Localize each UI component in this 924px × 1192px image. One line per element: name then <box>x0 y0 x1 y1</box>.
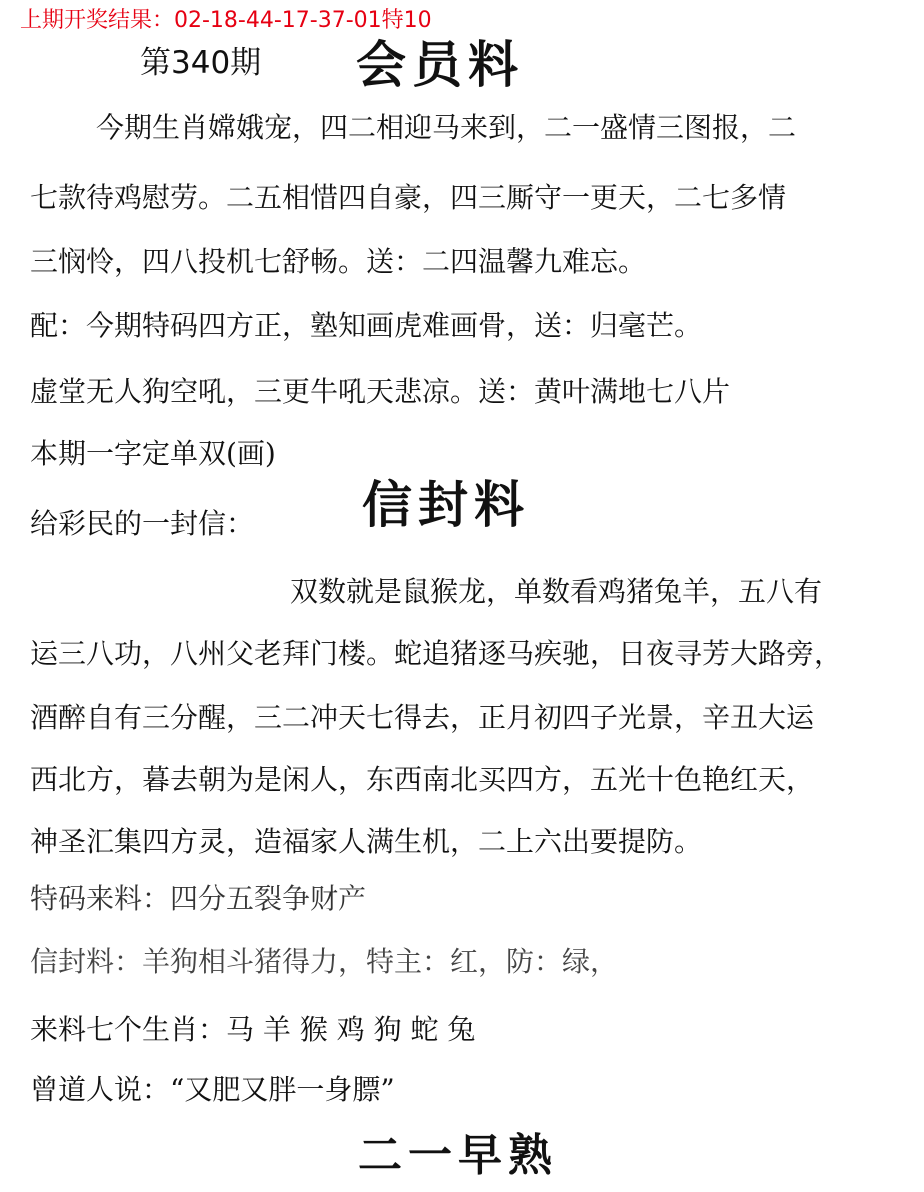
member-line-4: 配：今期特码四方正，塾知画虎难画骨，送：归毫芒。 <box>30 309 703 342</box>
envelope-line-4: 西北方，暮去朝为是闲人，东西南北买四方，五光十色艳红天， <box>30 763 815 796</box>
member-line-1: 今期生肖嫦娥宠，四二相迎马来到，二一盛情三图报，二 <box>96 111 797 144</box>
envelope-material-line: 信封料：羊狗相斗猪得力，特主：红，防：绿， <box>30 945 619 978</box>
envelope-line-5: 神圣汇集四方灵，造福家人满生机，二上六出要提防。 <box>30 825 703 858</box>
member-line-3: 三悯怜，四八投机七舒畅。送：二四温馨九难忘。 <box>30 245 647 278</box>
envelope-line-3: 酒醉自有三分醒，三二冲天七得去，正月初四子光景，辛丑大运 <box>30 701 815 734</box>
footer-title: 二一早熟 <box>358 1130 558 1181</box>
special-code-line: 特码来料：四分五裂争财产 <box>30 882 367 915</box>
issue-number: 第340期 <box>140 45 262 81</box>
envelope-section-title: 信封料 <box>362 475 530 534</box>
envelope-line-2: 运三八功，八州父老拜门楼。蛇追猪逐马疾驰，日夜寻芳大路旁， <box>30 637 843 670</box>
envelope-line-1: 双数就是鼠猴龙，单数看鸡猪兔羊，五八有 <box>290 575 823 608</box>
taoist-saying-line: 曾道人说：“又肥又胖一身膘” <box>30 1073 395 1106</box>
last-result-header: 上期开奖结果：02-18-44-17-37-01特10 <box>20 8 432 33</box>
seven-zodiac-line: 来料七个生肖：马 羊 猴 鸡 狗 蛇 兔 <box>30 1013 476 1046</box>
member-section-title: 会员料 <box>356 35 524 94</box>
member-line-2: 七款待鸡慰劳。二五相惜四自豪，四三厮守一更天，二七多情 <box>30 181 787 214</box>
letter-heading: 给彩民的一封信： <box>30 507 255 540</box>
member-line-5: 虚堂无人狗空吼，三更牛吼天悲凉。送：黄叶满地七八片 <box>30 375 731 408</box>
odd-even-hint: 本期一字定单双(画) <box>30 437 276 470</box>
